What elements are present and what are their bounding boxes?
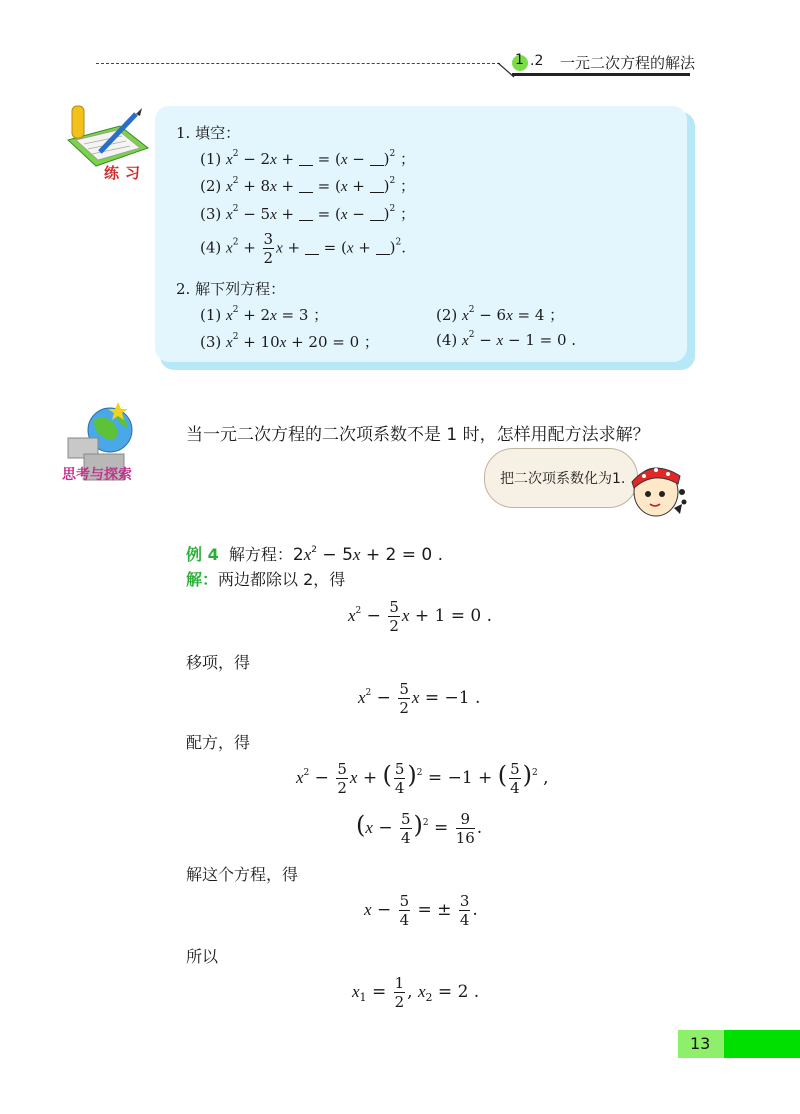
- practice-q2-item-2: (2) $x^2 - 6x = 4$ ；: [436, 305, 565, 324]
- think-explore-label: 思考与探索: [62, 467, 132, 483]
- header-rule-solid: [512, 73, 690, 76]
- practice-q1-item-4: (4) $x^2$ + $\frac{3}{2}$ x + = $(x + )^2$.: [200, 230, 406, 267]
- cartoon-character-icon: [622, 456, 694, 522]
- practice-q2-item-4: (4) $x^2 - x - 1 = 0$ .: [436, 330, 577, 349]
- practice-q1-title: 1. 填空：: [176, 124, 241, 142]
- example-heading: 例 4 解方程：$2x^2 - 5x + 2 = 0$ .: [186, 545, 443, 565]
- solution-line: 解：两边都除以 2，得: [186, 570, 346, 589]
- equation-6: $x_1$ = $\frac{1}{2}$ , $x_2 = 2$ .: [352, 974, 480, 1011]
- section-number: .2: [530, 53, 544, 69]
- step-move-terms: 移项，得: [186, 653, 251, 672]
- page-number: 13: [690, 1034, 711, 1053]
- equation-2: $x^2$ − $\frac{5}{2}$ x = −1 .: [358, 680, 481, 717]
- equation-3: $x^2$ − $\frac{5}{2}$ x + ( $\frac{5}{4}$ )$^2$ = −1 + ( $\frac{5}{4}$ )$^2$ ,: [296, 760, 549, 797]
- equation-5: x − $\frac{5}{4}$ = ± $\frac{3}{4}$ .: [364, 892, 478, 929]
- think-question: 当一元二次方程的二次项系数不是 1 时，怎样用配方法求解？: [186, 425, 650, 445]
- page-number-bar: [724, 1030, 800, 1058]
- equation-1: $x^2$ − $\frac{5}{2}$ x + 1 = 0 .: [348, 598, 492, 635]
- header-rule-dashed: [96, 63, 500, 64]
- section-title: 一元二次方程的解法: [560, 54, 696, 72]
- practice-q2-item-1: (1) $x^2 + 2x = 3$ ；: [200, 305, 329, 324]
- practice-q1-item-2: (2) $x^2 + 8x$ + = $(x + )^2$ ；: [200, 176, 415, 195]
- example-number: 例 4: [186, 545, 219, 564]
- practice-q2-title: 2. 解下列方程：: [176, 280, 286, 298]
- step-complete-square: 配方，得: [186, 733, 251, 752]
- chapter-number: 1: [515, 52, 524, 68]
- step-solve: 解这个方程，得: [186, 865, 299, 884]
- practice-q1-item-1: (1) $x^2 - 2x$ + = $(x - )^2$ ；: [200, 149, 415, 168]
- practice-q2-item-3: (3) $x^2 + 10x + 20 = 0$ ；: [200, 332, 379, 351]
- equation-4: (x − $\frac{5}{4}$ )$^2$ = $\frac{9}{16}$ .: [356, 810, 483, 847]
- hint-text: 把二次项系数化为1.: [500, 471, 626, 487]
- practice-label: 练习: [104, 164, 147, 182]
- solution-label: 解：: [186, 570, 219, 589]
- practice-q1-item-3: (3) $x^2 - 5x$ + = $(x - )^2$ ；: [200, 204, 415, 223]
- step-therefore: 所以: [186, 947, 219, 966]
